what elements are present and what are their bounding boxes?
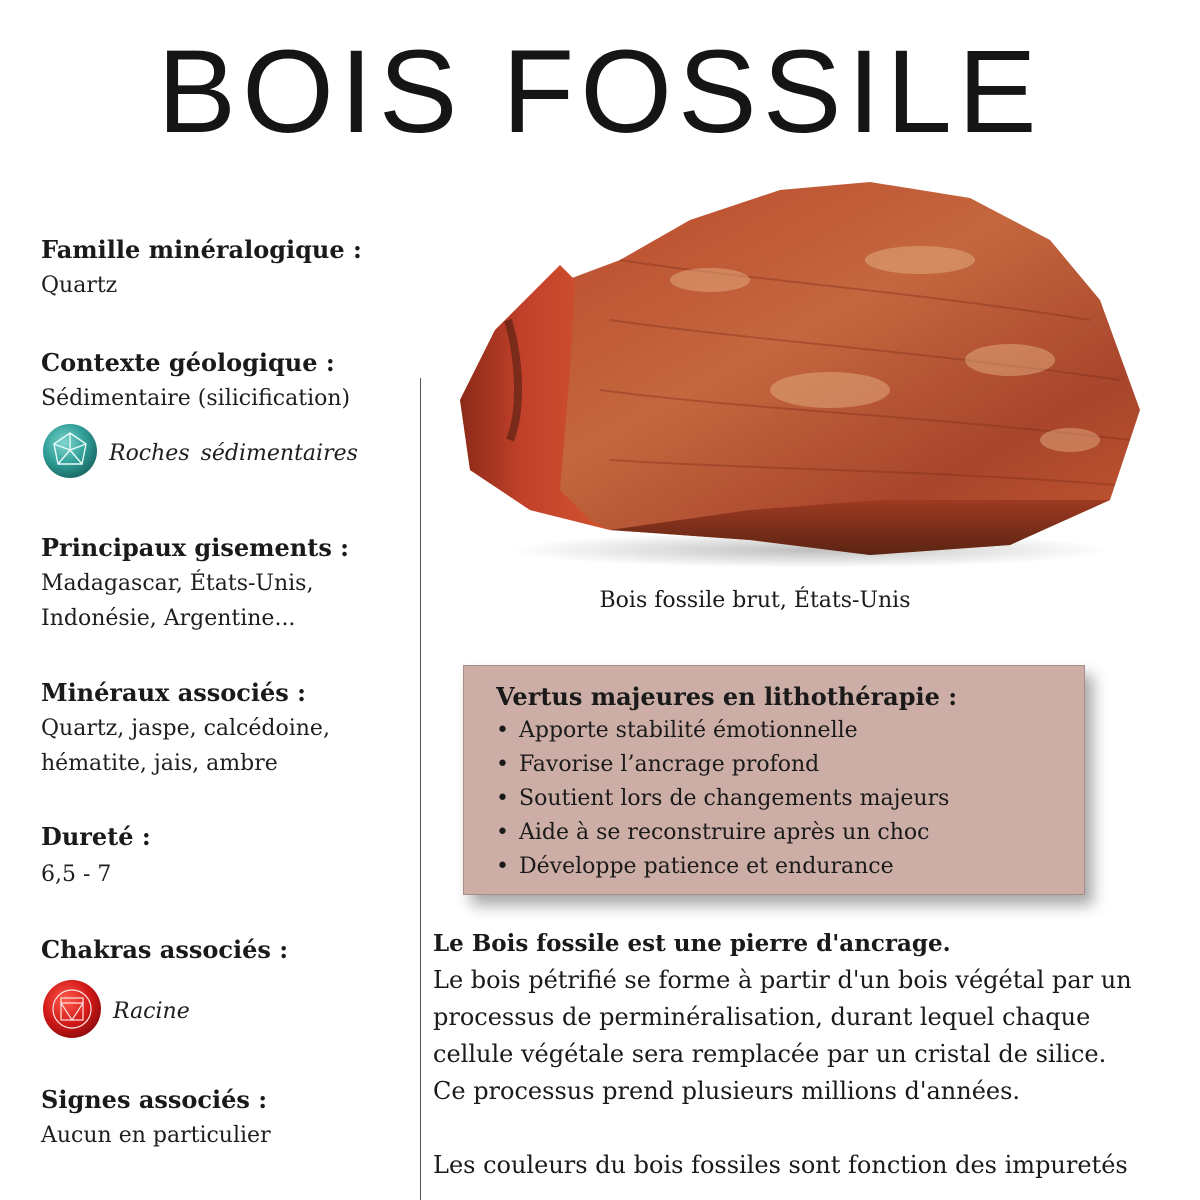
mineraux-line-1: Quartz, jaspe, calcédoine, bbox=[41, 716, 330, 741]
vertus-item: • Développe patience et endurance bbox=[496, 850, 1054, 884]
vertus-item: • Apporte stabilité émotionnelle bbox=[496, 714, 1054, 748]
crystal-icon bbox=[41, 422, 99, 484]
gisements-line-1: Madagascar, États-Unis, bbox=[41, 571, 314, 596]
signes-label: Signes associés : bbox=[41, 1085, 268, 1114]
vertus-list bbox=[496, 714, 1054, 884]
roches-row bbox=[41, 422, 401, 484]
durete-label: Dureté : bbox=[41, 822, 151, 851]
signes-section bbox=[41, 1082, 401, 1153]
description-line: Le bois pétrifié se forme à partir d'un bois végétal par un bbox=[433, 966, 1132, 994]
mineraux-line-2: hématite, jais, ambre bbox=[41, 751, 278, 776]
description-line: cellule végétale sera remplacée par un cristal de silice. bbox=[433, 1040, 1107, 1068]
description-line: Ce processus prend plusieurs millions d'années. bbox=[433, 1077, 1021, 1105]
description-line: Les couleurs du bois fossiles sont fonction des impuretés bbox=[433, 1151, 1128, 1179]
vertus-item: • Soutient lors de changements majeurs bbox=[496, 782, 1054, 816]
signes-value: Aucun en particulier bbox=[41, 1123, 271, 1148]
vertus-item: • Aide à se reconstruire après un choc bbox=[496, 816, 1054, 850]
description-line: processus de perminéralisation, durant lequel chaque bbox=[433, 1003, 1091, 1031]
mineraux-label: Minéraux associés : bbox=[41, 678, 307, 707]
description-lead: Le Bois fossile est une pierre d'ancrage. bbox=[433, 930, 951, 957]
gisements-section bbox=[41, 530, 401, 636]
column-divider bbox=[420, 378, 421, 1200]
photo-caption: Bois fossile brut, États-Unis bbox=[599, 588, 911, 613]
contexte-label: Contexte géologique : bbox=[41, 348, 335, 377]
famille-label: Famille minéralogique : bbox=[41, 235, 362, 264]
page-title: BOIS FOSSILE bbox=[157, 26, 1043, 158]
petrified-wood-photo bbox=[450, 170, 1150, 570]
vertus-heading: Vertus majeures en lithothérapie : bbox=[496, 682, 958, 711]
gisements-line-2: Indonésie, Argentine... bbox=[41, 606, 296, 631]
famille-value: Quartz bbox=[41, 273, 118, 298]
gisements-label: Principaux gisements : bbox=[41, 533, 350, 562]
mineraux-section bbox=[41, 675, 401, 781]
durete-value: 6,5 - 7 bbox=[41, 862, 112, 887]
famille-section bbox=[41, 232, 401, 303]
vertus-box bbox=[463, 665, 1085, 895]
racine-row bbox=[41, 978, 401, 1044]
racine-text: Racine bbox=[113, 998, 190, 1024]
contexte-value: Sédimentaire (silicification) bbox=[41, 386, 351, 411]
root-chakra-icon bbox=[41, 978, 103, 1044]
contexte-section bbox=[41, 345, 401, 484]
chakras-label: Chakras associés : bbox=[41, 935, 289, 964]
durete-section bbox=[41, 819, 401, 892]
vertus-item: • Favorise l’ancrage profond bbox=[496, 748, 1054, 782]
chakras-section bbox=[41, 932, 401, 1044]
roches-text: Roches sédimentaires bbox=[109, 440, 358, 466]
description-text bbox=[433, 926, 1153, 1184]
